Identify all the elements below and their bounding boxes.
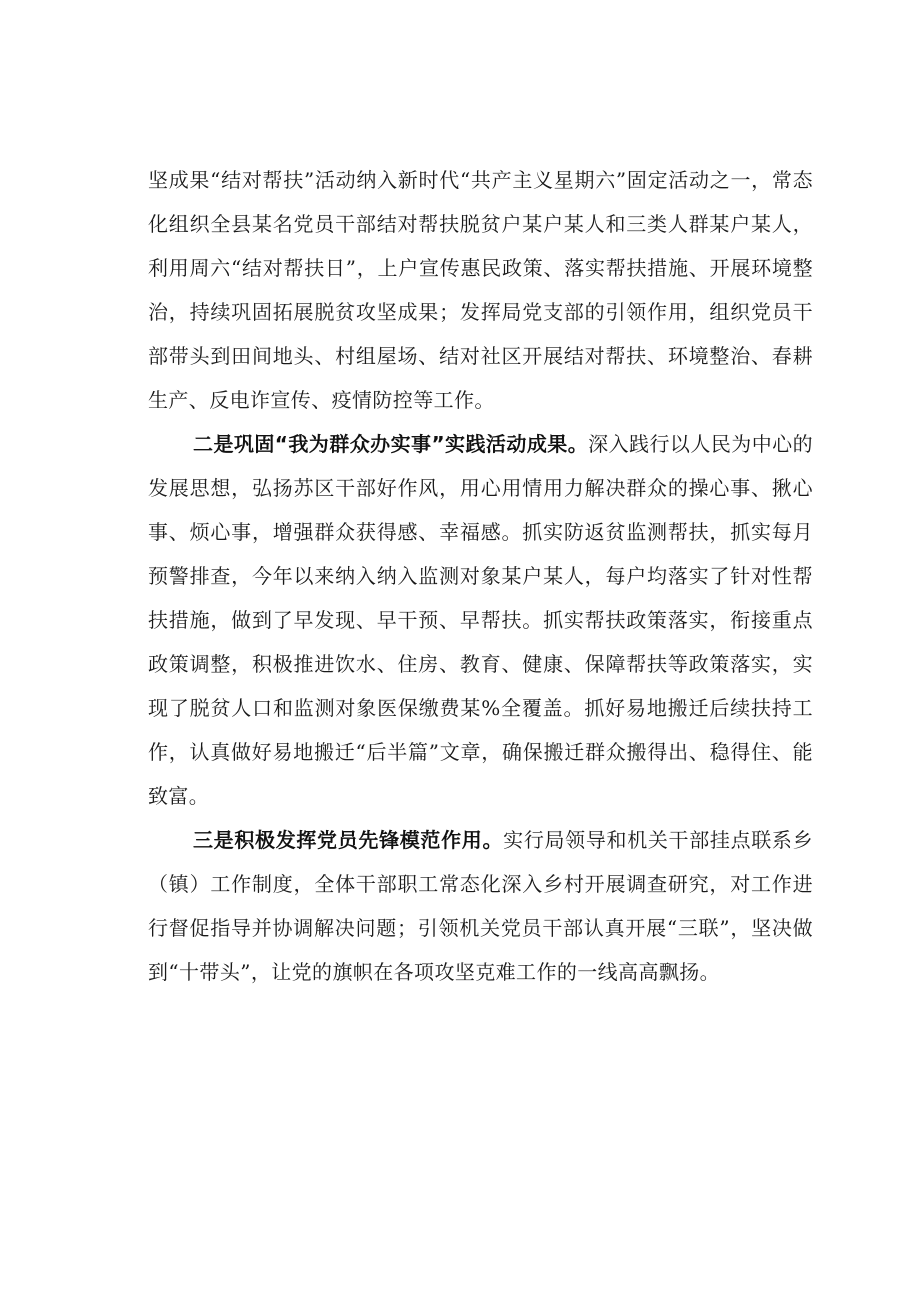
document-body bbox=[148, 158, 813, 994]
paragraph-heading: 三是积极发挥党员先锋模范作用。 bbox=[193, 828, 504, 852]
paragraph-text: 坚成果“结对帮扶”活动纳入新时代“共产主义星期六”固定活动之一，常态化组织全县某名党员干部结对帮扶脱贫户某户某人和三类人群某户某人，利用周六“结对帮扶日”，上户宣传惠民政策、落实帮扶措施、开展环境整治，持续巩固拓展脱贫攻坚成果；发挥局党支部的引领作用，组织党员干部带头到田间地头、村组屋场、结对社区开展结对帮扶、环境整治、春耕生产、反电诈宣传、疫情防控等工作。 bbox=[148, 168, 813, 412]
paragraph-continuation bbox=[148, 158, 813, 422]
paragraph-heading: 二是巩固“我为群众办实事”实践活动成果。 bbox=[193, 432, 589, 456]
paragraph-text: 深入践行以人民为中心的发展思想，弘扬苏区干部好作风，用心用情用力解决群众的操心事、揪心事、烦心事，增强群众获得感、幸福感。抓实防返贫监测帮扶，抓实每月预警排查，今年以来纳入纳入监测对象某户某人，每户均落实了针对性帮扶措施，做到了早发现、早干预、早帮扶。抓实帮扶政策落实，衔接重点政策调整，积极推进饮水、住房、教育、健康、保障帮扶等政策落实，实现了脱贫人口和监测对象医保缴费某%全覆盖。抓好易地搬迁后续扶持工作，认真做好易地搬迁“后半篇”文章，确保搬迁群众搬得出、稳得住、能致富。 bbox=[148, 432, 813, 808]
paragraph-second-point bbox=[148, 422, 813, 818]
paragraph-third-point bbox=[148, 818, 813, 994]
paragraph-text: 实行局领导和机关干部挂点联系乡（镇）工作制度，全体干部职工常态化深入乡村开展调查研究，对工作进行督促指导并协调解决问题；引领机关党员干部认真开展“三联”，坚决做到“十带头”，让党的旗帜在各项攻坚克难工作的一线高高飘扬。 bbox=[148, 828, 814, 984]
